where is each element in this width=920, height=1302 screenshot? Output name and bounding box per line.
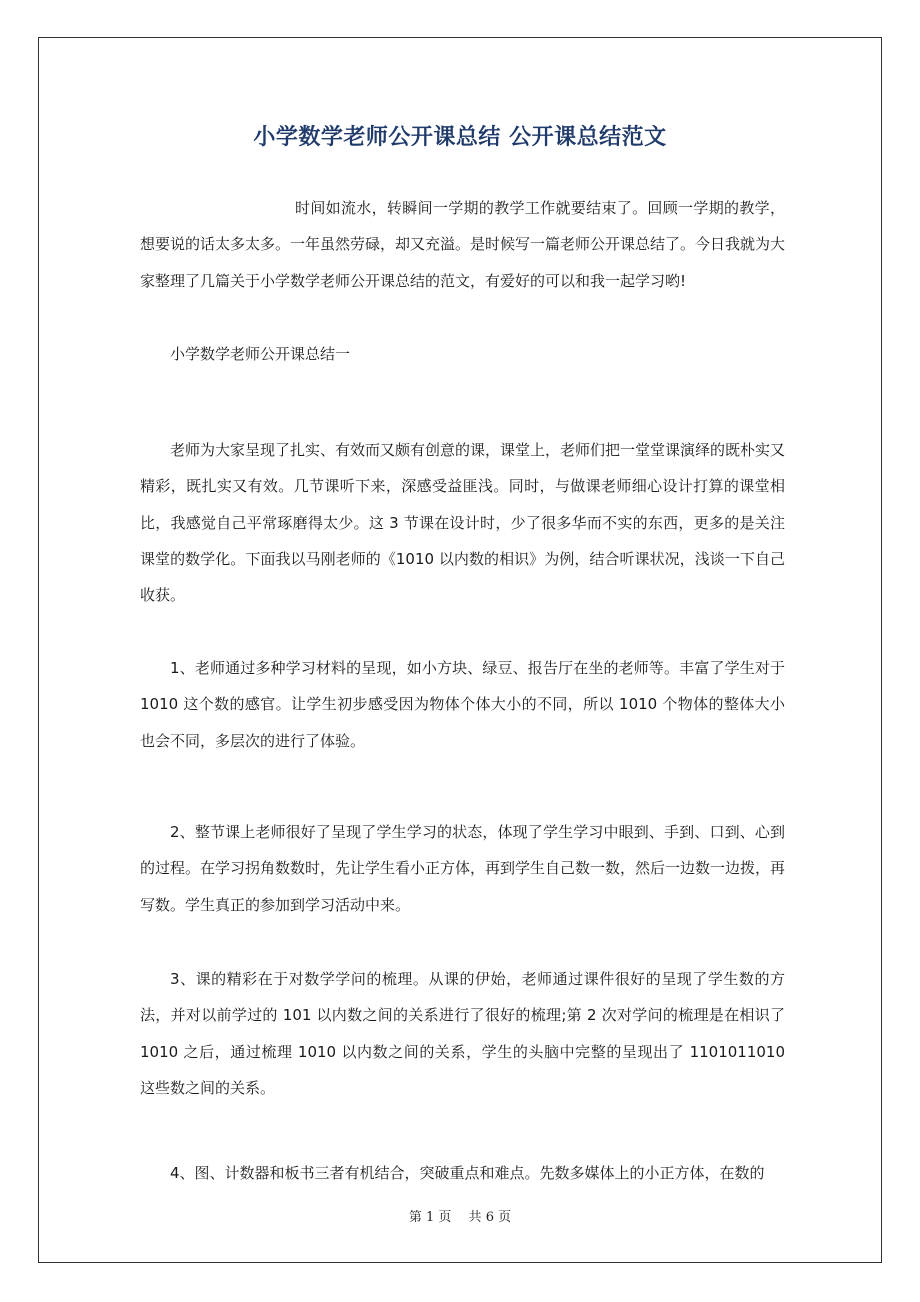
body-paragraph: 3、课的精彩在于对数学学问的梳理。从课的伊始，老师通过课件很好的呈现了学生数的方法，并对以前学过的 101 以内数之间的关系进行了很好的梳理;第 2 次对学问的梳理是在相识了 1010 之后，通过梳理 1010 以内数之间的关系，学生的头脑中完整的呈现出了 1101011010 这些数之间的关系。 — [140, 970, 785, 1097]
section-subheading: 小学数学老师公开课总结一 — [170, 345, 351, 363]
document-title: 小学数学老师公开课总结 公开课总结范文 — [253, 125, 667, 150]
intro-paragraph: 时间如流水，转瞬间一学期的教学工作就要结束了。回顾一学期的教学，想要说的话太多太多。一年虽然劳碌，却又充溢。是时候写一篇老师公开课总结了。今日我就为大家整理了几篇关于小学数学老师公开课总结的范文，有爱好的可以和我一起学习哟! — [140, 199, 786, 290]
body-paragraph: 2、整节课上老师很好了呈现了学生学习的状态，体现了学生学习中眼到、手到、口到、心到的过程。在学习拐角数数时，先让学生看小正方体，再到学生自己数一数，然后一边数一边拨，再写数。学生真正的参加到学习活动中来。 — [140, 823, 786, 914]
body-paragraph: 老师为大家呈现了扎实、有效而又颇有创意的课，课堂上，老师们把一堂堂课演绎的既朴实又精彩，既扎实又有效。几节课听下来，深感受益匪浅。同时，与做课老师细心设计打算的课堂相比，我感觉自己平常琢磨得太少。这 3 节课在设计时，少了很多华而不实的东西，更多的是关注课堂的数学化。下面我以马刚老师的《1010 以内数的相识》为例，结合听课状况，浅谈一下自己收获。 — [140, 441, 786, 605]
page-number-footer: 第 1 页 共 6 页 — [408, 1210, 512, 1225]
body-paragraph: 4、图、计数器和板书三者有机结合，突破重点和难点。先数多媒体上的小正方体，在数的 — [170, 1164, 765, 1182]
body-paragraph: 1、老师通过多种学习材料的呈现，如小方块、绿豆、报告厅在坐的老师等。丰富了学生对于 1010 这个数的感官。让学生初步感受因为物体个体大小的不同，所以 1010 个物体的整体大小也会不同，多层次的进行了体验。 — [140, 659, 785, 750]
